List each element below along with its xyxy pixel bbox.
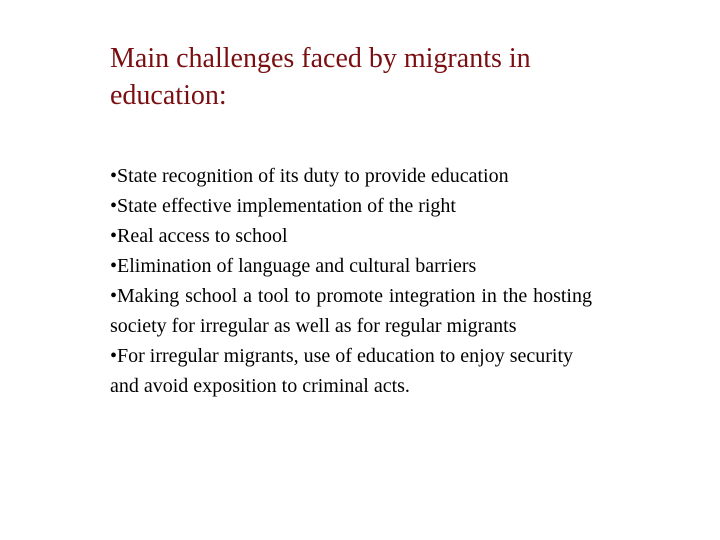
bullet-list bbox=[110, 161, 592, 401]
bullet-icon: • bbox=[110, 225, 118, 247]
bullet-icon: • bbox=[110, 285, 118, 307]
slide-title: Main challenges faced by migrants in education: bbox=[110, 43, 531, 111]
bullet-icon: • bbox=[110, 345, 118, 367]
bullet-text: Real access to school bbox=[117, 225, 288, 247]
bullet-icon: • bbox=[110, 255, 118, 277]
bullet-text: Elimination of language and cultural barriers bbox=[117, 255, 477, 277]
bullet-item bbox=[110, 161, 592, 191]
bullet-text: State recognition of its duty to provide education bbox=[117, 165, 509, 187]
bullet-item bbox=[110, 191, 592, 221]
bullet-text: For irregular migrants, use of education to enjoy security and avoid exposition to criminal acts. bbox=[110, 345, 574, 397]
bullet-icon: • bbox=[110, 165, 118, 187]
bullet-icon: • bbox=[110, 195, 118, 217]
bullet-item bbox=[110, 221, 592, 251]
bullet-text: Making school a tool to promote integration in the hosting society for irregular as well as for regular migrants bbox=[110, 285, 592, 337]
bullet-text: State effective implementation of the right bbox=[117, 195, 456, 217]
bullet-item bbox=[110, 251, 592, 281]
bullet-item bbox=[110, 281, 592, 341]
bullet-item bbox=[110, 341, 592, 401]
